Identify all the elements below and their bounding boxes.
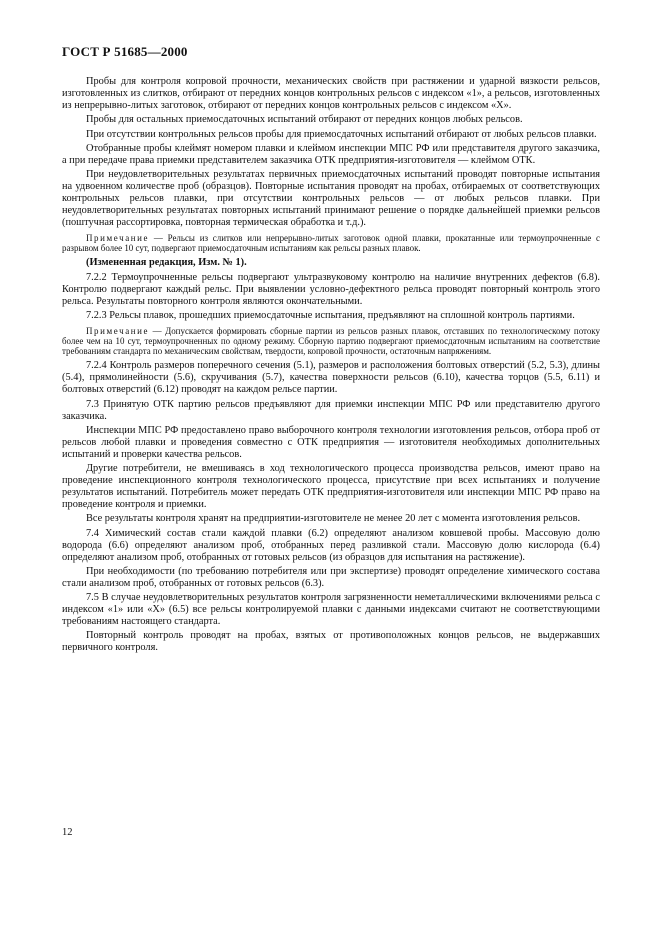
paragraph: Пробы для контроля копровой прочности, механических свойств при растяжении и ударной вязкости рельсов, изготовленных из слитков, отбирают от передних концов контрольных рельсов с индексом «1», а рельсов, изготовленных из непрерывно-литых заготовок, отбирают от передних концов контрольных рельсов с индексом «Х». — [62, 76, 600, 111]
clause-paragraph: 7.2.3 Рельсы плавок, прошедших приемосдаточные испытания, предъявляют на сплошной контроль партиями. — [86, 309, 575, 321]
paragraph: Отобранные пробы клеймят номером плавки и клеймом инспекции МПС РФ или представителя другого заказчика, а при передаче права приемки представителем заказчика ОТК предприятия-изготовителя — клеймом ОТК. — [62, 143, 600, 166]
paragraph: При отсутствии контрольных рельсов пробы для приемосдаточных испытаний отбирают от любых рельсов плавки. — [86, 128, 597, 140]
paragraph: Все результаты контроля хранят на предприятии-изготовителе не менее 20 лет с момента изготовления рельсов. — [86, 513, 581, 525]
document-body — [62, 76, 600, 657]
clause-paragraph: 7.2.4 Контроль размеров поперечного сечения (5.1), размеров и расположения болтовых отверстий (5.2, 5.3), длины (5.4), прямолинейности (5.6), скручивания (5.7), качества поверхности рельсов (6.10), качества торцов (5.5, 6.11) и болтовых отверстий (6.12) проводят на каждом рельсе партии. — [62, 360, 600, 396]
page-number: 12 — [62, 827, 73, 838]
note-label: Примечание — [86, 325, 150, 336]
clause-paragraph: 7.4 Химический состав стали каждой плавки (6.2) определяют анализом ковшевой пробы. Массовую долю водорода (6.6) определяют анализом проб, отобранных перед разливкой стали. Массовую долю кислорода (6.4) определяют анализом проб, отобранных от готовых рельсов (из образцов для испытания на растяжение). — [62, 527, 600, 563]
paragraph: При необходимости (по требованию потребителя или при экспертизе) проводят определение химического состава стали анализом проб, отобранных от готовых рельсов (6.3). — [62, 565, 600, 589]
paragraph: Пробы для остальных приемосдаточных испытаний отбирают от передних концов любых рельсов. — [86, 114, 523, 126]
clause-paragraph: 7.3 Принятую ОТК партию рельсов предъявляют для приемки инспекции МПС РФ или представителю другого заказчика. — [62, 398, 600, 422]
paragraph: Другие потребители, не вмешиваясь в ход технологического процесса производства рельсов, имеют право на проведение инспекционного контроля технологического процесса, присутствие при всех испытаниях и получение результатов испытаний. Потребитель может передать ОТК предприятия-изготовителя или инспекции МПС РФ право на проведение контроля и приемки. — [62, 463, 600, 510]
note-text: — Допускается формировать сборные партии из рельсов разных плавок, отставших по технологическому потоку более чем на 10 сут, термоупрочненных по одному режиму. Сборную партию подвергают приемосдаточным испытаниям на соответствие требованиям стандарта по механическим свойствам, твердости, копровой прочности, остаточным напряжениям. — [62, 325, 600, 357]
amendment-note: (Измененная редакция, Изм. № 1). — [86, 257, 247, 269]
note-label: Примечание — [86, 232, 150, 243]
paragraph: Инспекции МПС РФ предоставлено право выборочного контроля технологии изготовления рельсов, отбора проб от рельсов любой плавки и проведения совместно с ОТК предприятия — изготовителя необходимых дополнительных испытаний и проверки качества рельсов. — [62, 424, 600, 460]
note-text: — Рельсы из слитков или непрерывно-литых заготовок одной плавки, прокатанные или термоупрочненные с разрывом более 10 сут, подвергают приемосдаточным испытаниям как рельсы разных плавок. — [62, 232, 600, 254]
clause-paragraph: 7.2.2 Термоупрочненные рельсы подвергают ультразвуковому контролю на наличие внутренних дефектов (6.8). Контролю подвергают каждый рельс. При выявлении условно-дефектного рельса проводят повторный контроль этого рельса. Результаты повторного контроля являются окончательными. — [62, 271, 600, 307]
clause-paragraph: 7.5 В случае неудовлетворительных результатов контроля загрязненности неметаллическими включениями рельса с индексом «1» или «Х» (6.5) все рельсы контролируемой плавки с данными индексами считают не соответствующими требованиям настоящего стандарта. — [62, 592, 600, 628]
note-block — [62, 326, 600, 357]
paragraph: Повторный контроль проводят на пробах, взятых от противоположных концов рельсов, не выдержавших первичного контроля. — [62, 630, 600, 654]
paragraph: При неудовлетворительных результатах первичных приемосдаточных испытаний проводят повторные испытания на удвоенном количестве проб (образцов). Повторные испытания проводят на пробах, отбираемых от соответствующих контрольных рельсов плавки, при отсутствии контрольных рельсов — от любых рельсов плавки. При неудовлетворительных результатах повторных испытаний принимают решение о порядке дальнейшей приемки рельсов (поштучная рассортировка, повторная термическая обработка и т.д.). — [62, 169, 600, 228]
page-header-standard-code: ГОСТ Р 51685—2000 — [62, 44, 188, 59]
note-block — [62, 233, 600, 253]
